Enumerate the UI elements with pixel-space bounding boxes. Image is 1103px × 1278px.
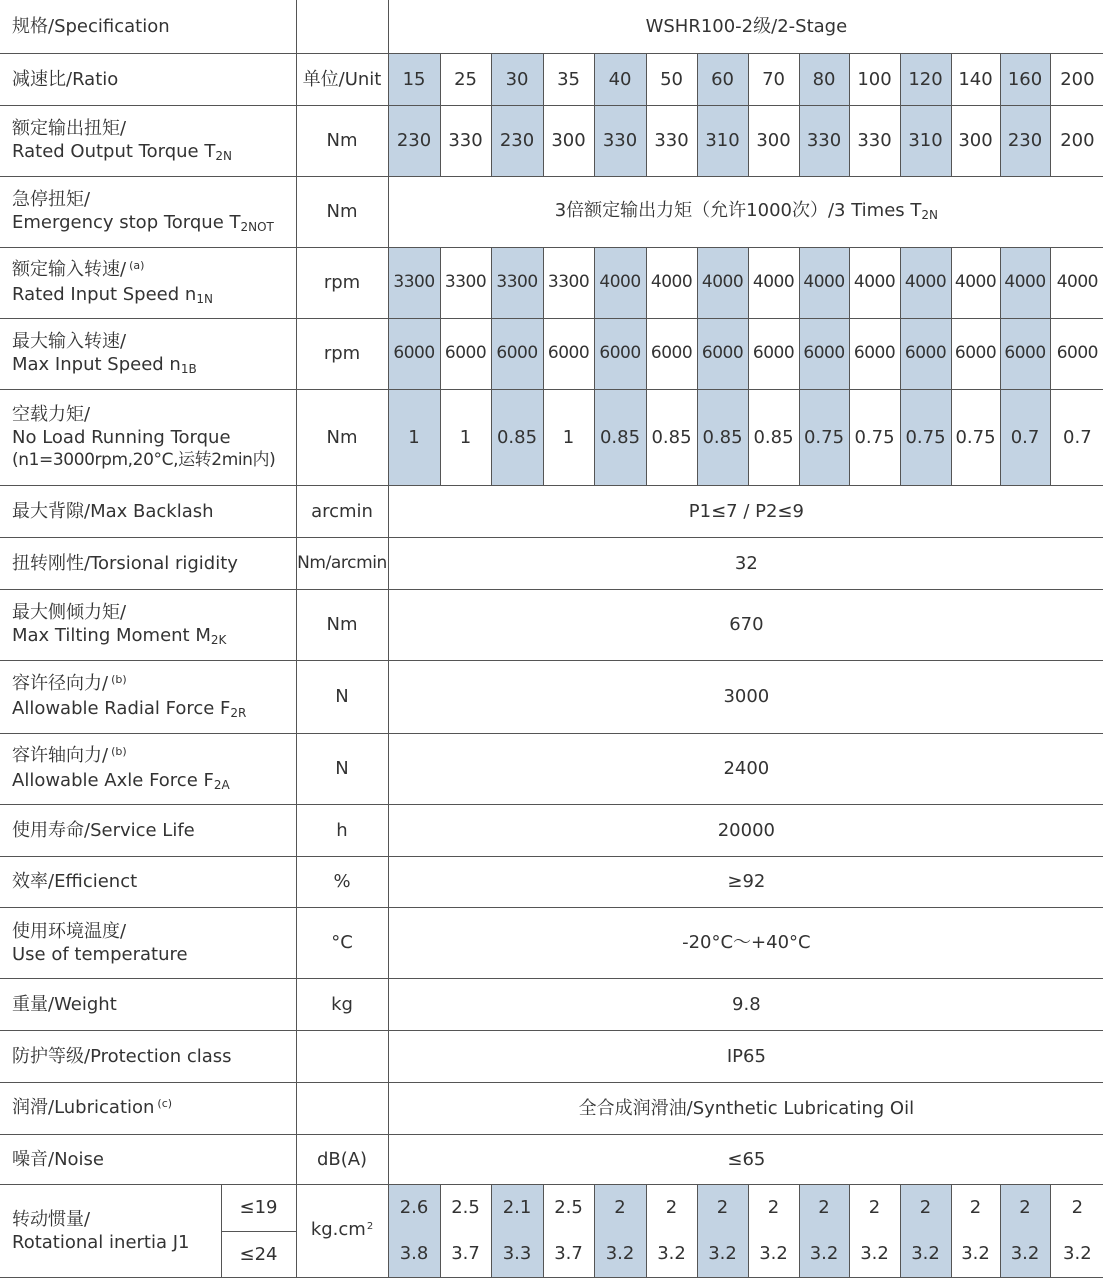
inertia-19-value: 2.5: [440, 1184, 491, 1231]
rated-input-speed-value: 4000: [900, 247, 951, 318]
ratio-value: 15: [388, 53, 440, 105]
noise-unit: dB(A): [296, 1134, 388, 1184]
ratio-value: 140: [951, 53, 1000, 105]
no-load-torque-label-en: No Load Running Torque: [12, 426, 231, 448]
lubrication-label: [0, 1082, 296, 1134]
max-input-speed-value: 6000: [697, 318, 748, 389]
axle-force-label-en: Allowable Axle Force F: [12, 769, 214, 791]
no-load-torque-value: 0.75: [951, 389, 1000, 485]
backlash-label: 最大背隙/Max Backlash: [0, 485, 296, 537]
inertia-24-value: 3.7: [543, 1231, 594, 1277]
weight-unit: kg: [296, 978, 388, 1030]
inertia-19-value: 2.6: [388, 1184, 440, 1231]
row-efficiency: [0, 856, 1103, 907]
row-tilting-moment: [0, 589, 1103, 660]
inertia-19-value: 2: [1050, 1184, 1103, 1231]
max-input-speed-unit: rpm: [296, 318, 388, 389]
row-backlash: [0, 485, 1103, 537]
row-emergency-torque: [0, 176, 1103, 247]
emergency-torque-label: [0, 176, 296, 247]
inertia-19-value: 2: [646, 1184, 697, 1231]
axle-force-value: 2400: [388, 733, 1103, 804]
max-input-speed-sub: 1B: [180, 361, 197, 376]
no-load-torque-value: 0.85: [646, 389, 697, 485]
no-load-torque-value: 0.85: [748, 389, 799, 485]
backlash-value: P1≤7 / P2≤9: [388, 485, 1103, 537]
row-rated-torque: [0, 105, 1103, 176]
no-load-torque-value: 1: [388, 389, 440, 485]
no-load-torque-value: 0.75: [799, 389, 849, 485]
axle-force-sub: 2A: [213, 777, 230, 792]
lubrication-value: 全合成润滑油/Synthetic Lubricating Oil: [388, 1082, 1103, 1134]
max-input-speed-value: 6000: [491, 318, 543, 389]
rated-input-speed-value: 4000: [646, 247, 697, 318]
rigidity-value: 32: [388, 537, 1103, 589]
inertia-19-value: 2: [799, 1184, 849, 1231]
axle-force-label: [0, 733, 296, 804]
inertia-unit-sup: 2: [366, 1220, 374, 1232]
ratio-value: 70: [748, 53, 799, 105]
row-rated-input-speed: [0, 247, 1103, 318]
backlash-unit: arcmin: [296, 485, 388, 537]
inertia-24-value: 3.2: [594, 1231, 646, 1277]
rated-torque-value: 230: [491, 105, 543, 176]
row-lubrication: [0, 1082, 1103, 1134]
inertia-19-value: 2: [1000, 1184, 1050, 1231]
temperature-label: [0, 907, 296, 978]
rated-torque-label-en: Rated Output Torque T: [12, 140, 216, 162]
tilting-value: 670: [388, 589, 1103, 660]
no-load-torque-value: 0.7: [1050, 389, 1103, 485]
row-axle-force: [0, 733, 1103, 804]
rated-torque-value: 230: [1000, 105, 1050, 176]
emergency-torque-unit: Nm: [296, 176, 388, 247]
inertia-24-value: 3.2: [900, 1231, 951, 1277]
inertia-19-value: 2.5: [543, 1184, 594, 1231]
max-input-speed-value: 6000: [951, 318, 1000, 389]
service-life-value: 20000: [388, 804, 1103, 856]
rated-input-speed-value: 3300: [543, 247, 594, 318]
inertia-24-value: 3.2: [849, 1231, 900, 1277]
no-load-torque-value: 1: [440, 389, 491, 485]
inertia-19-value: 2: [748, 1184, 799, 1231]
rated-input-speed-value: 3300: [491, 247, 543, 318]
radial-force-note: (b): [111, 672, 127, 686]
inertia-24-value: 3.2: [646, 1231, 697, 1277]
emergency-torque-sub: 2NOT: [240, 219, 274, 234]
row-protection: [0, 1030, 1103, 1082]
max-input-speed-value: 6000: [388, 318, 440, 389]
emergency-torque-value-text: 3倍额定输出力矩（允许1000次）/3 Times T: [554, 200, 922, 221]
no-load-torque-value: 0.75: [900, 389, 951, 485]
ratio-label: 减速比/Ratio: [0, 53, 296, 105]
service-life-label: 使用寿命/Service Life: [0, 804, 296, 856]
radial-force-label-en: Allowable Radial Force F: [12, 697, 231, 719]
inertia-19-value: 2.1: [491, 1184, 543, 1231]
inertia-unit: [296, 1184, 388, 1277]
rated-input-speed-value: 4000: [697, 247, 748, 318]
rated-torque-value: 310: [900, 105, 951, 176]
no-load-torque-label-cond: (n1=3000rpm,20°C,运转2min内): [12, 449, 276, 470]
rated-input-speed-value: 4000: [849, 247, 900, 318]
max-input-speed-value: 6000: [594, 318, 646, 389]
row-noise: [0, 1134, 1103, 1184]
max-input-speed-value: 6000: [849, 318, 900, 389]
rated-torque-value: 330: [849, 105, 900, 176]
rated-input-speed-value: 4000: [1050, 247, 1103, 318]
inertia-label-cn: 转动惯量/: [12, 1208, 91, 1230]
inertia-label-en: Rotational inertia J1: [12, 1231, 190, 1253]
tilting-sub: 2K: [210, 632, 227, 647]
emergency-torque-value-sub: 2N: [921, 208, 938, 222]
rated-input-speed-value: 4000: [1000, 247, 1050, 318]
ratio-value: 120: [900, 53, 951, 105]
ratio-value: 60: [697, 53, 748, 105]
axle-force-note: (b): [111, 744, 127, 758]
row-ratio: [0, 53, 1103, 105]
lubrication-unit: [296, 1082, 388, 1134]
inertia-24-value: 3.2: [697, 1231, 748, 1277]
inertia-24-value: 3.2: [951, 1231, 1000, 1277]
rated-torque-value: 300: [748, 105, 799, 176]
row-temperature: [0, 907, 1103, 978]
max-input-speed-value: 6000: [1000, 318, 1050, 389]
emergency-torque-value: [388, 176, 1103, 247]
lubrication-note: (c): [157, 1096, 173, 1110]
row-radial-force: [0, 660, 1103, 733]
spec-label: 规格/Specification: [0, 0, 296, 53]
row-no-load-torque: [0, 389, 1103, 485]
rated-torque-value: 330: [594, 105, 646, 176]
inertia-24-value: 3.8: [388, 1231, 440, 1277]
rated-input-speed-label: [0, 247, 296, 318]
ratio-value: 100: [849, 53, 900, 105]
noise-value: ≤65: [388, 1134, 1103, 1184]
inertia-24-value: 3.2: [1000, 1231, 1050, 1277]
inertia-cond-24: ≤24: [221, 1231, 296, 1277]
temperature-unit: °C: [296, 907, 388, 978]
no-load-torque-value: 0.85: [697, 389, 748, 485]
no-load-torque-value: 1: [543, 389, 594, 485]
rated-input-speed-unit: rpm: [296, 247, 388, 318]
efficiency-value: ≥92: [388, 856, 1103, 907]
service-life-unit: h: [296, 804, 388, 856]
rated-input-speed-value: 4000: [799, 247, 849, 318]
max-input-speed-label-cn: 最大输入转速/: [12, 330, 127, 352]
rated-torque-label: [0, 105, 296, 176]
protection-unit: [296, 1030, 388, 1082]
ratio-value: 40: [594, 53, 646, 105]
radial-force-label: [0, 660, 296, 733]
inertia-label: [0, 1184, 221, 1277]
inertia-unit-text: kg.cm: [310, 1218, 366, 1240]
noise-label: 噪音/Noise: [0, 1134, 296, 1184]
ratio-value: 200: [1050, 53, 1103, 105]
efficiency-unit: %: [296, 856, 388, 907]
no-load-torque-label: [0, 389, 296, 485]
rated-torque-value: 330: [440, 105, 491, 176]
emergency-torque-label-cn: 急停扭矩/: [12, 188, 91, 210]
max-input-speed-value: 6000: [646, 318, 697, 389]
radial-force-unit: N: [296, 660, 388, 733]
rated-input-speed-value: 4000: [951, 247, 1000, 318]
tilting-label: [0, 589, 296, 660]
no-load-torque-value: 0.75: [849, 389, 900, 485]
max-input-speed-value: 6000: [900, 318, 951, 389]
efficiency-label: 效率/Efficienct: [0, 856, 296, 907]
rated-input-speed-note: (a): [129, 258, 145, 272]
radial-force-value: 3000: [388, 660, 1103, 733]
row-weight: [0, 978, 1103, 1030]
max-input-speed-value: 6000: [543, 318, 594, 389]
axle-force-unit: N: [296, 733, 388, 804]
rated-torque-value: 300: [543, 105, 594, 176]
max-input-speed-value: 6000: [799, 318, 849, 389]
rated-torque-value: 230: [388, 105, 440, 176]
rated-torque-value: 330: [799, 105, 849, 176]
rated-torque-unit: Nm: [296, 105, 388, 176]
ratio-value: 160: [1000, 53, 1050, 105]
rated-torque-value: 200: [1050, 105, 1103, 176]
rated-torque-value: 330: [646, 105, 697, 176]
no-load-torque-value: 0.85: [594, 389, 646, 485]
inertia-19-value: 2: [900, 1184, 951, 1231]
inertia-24-value: 3.7: [440, 1231, 491, 1277]
rated-input-speed-value: 3300: [440, 247, 491, 318]
no-load-torque-value: 0.7: [1000, 389, 1050, 485]
row-service-life: [0, 804, 1103, 856]
ratio-value: 50: [646, 53, 697, 105]
rated-input-speed-sub: 1N: [196, 291, 213, 306]
rated-input-speed-value: 4000: [594, 247, 646, 318]
row-inertia-19: [0, 1184, 1103, 1231]
row-max-input-speed: [0, 318, 1103, 389]
rated-input-speed-label-en: Rated Input Speed n: [12, 283, 197, 305]
spec-model: WSHR100-2级/2-Stage: [388, 0, 1103, 53]
inertia-19-value: 2: [951, 1184, 1000, 1231]
temperature-value: -20°C～+40°C: [388, 907, 1103, 978]
rated-torque-value: 310: [697, 105, 748, 176]
protection-value: IP65: [388, 1030, 1103, 1082]
ratio-value: 35: [543, 53, 594, 105]
ratio-value: 30: [491, 53, 543, 105]
inertia-24-value: 3.2: [1050, 1231, 1103, 1277]
tilting-unit: Nm: [296, 589, 388, 660]
spec-blank-unit: [296, 0, 388, 53]
no-load-torque-label-cn: 空载力矩/: [12, 403, 91, 425]
radial-force-label-cn: 容许径向力/: [12, 672, 109, 694]
radial-force-sub: 2R: [230, 705, 247, 720]
rated-input-speed-value: 3300: [388, 247, 440, 318]
max-input-speed-value: 6000: [748, 318, 799, 389]
rated-torque-value: 300: [951, 105, 1000, 176]
max-input-speed-label: [0, 318, 296, 389]
ratio-value: 25: [440, 53, 491, 105]
ratio-value: 80: [799, 53, 849, 105]
no-load-torque-unit: Nm: [296, 389, 388, 485]
rated-input-speed-value: 4000: [748, 247, 799, 318]
inertia-24-value: 3.2: [748, 1231, 799, 1277]
temperature-label-cn: 使用环境温度/: [12, 920, 127, 942]
inertia-24-value: 3.2: [799, 1231, 849, 1277]
lubrication-label-text: 润滑/Lubrication: [12, 1096, 155, 1118]
inertia-19-value: 2: [594, 1184, 646, 1231]
rated-input-speed-label-cn: 额定输入转速/: [12, 258, 127, 280]
emergency-torque-label-en: Emergency stop Torque T: [12, 211, 241, 233]
inertia-19-value: 2: [697, 1184, 748, 1231]
protection-label: 防护等级/Protection class: [0, 1030, 296, 1082]
weight-label: 重量/Weight: [0, 978, 296, 1030]
inertia-24-value: 3.3: [491, 1231, 543, 1277]
ratio-unit: 单位/Unit: [296, 53, 388, 105]
tilting-label-cn: 最大侧倾力矩/: [12, 601, 127, 623]
max-input-speed-value: 6000: [1050, 318, 1103, 389]
rated-torque-label-cn: 额定输出扭矩/: [12, 117, 127, 139]
max-input-speed-value: 6000: [440, 318, 491, 389]
no-load-torque-value: 0.85: [491, 389, 543, 485]
weight-value: 9.8: [388, 978, 1103, 1030]
axle-force-label-cn: 容许轴向力/: [12, 744, 109, 766]
rigidity-label: 扭转刚性/Torsional rigidity: [0, 537, 296, 589]
temperature-label-en: Use of temperature: [12, 943, 188, 965]
rigidity-unit: Nm/arcmin: [296, 537, 388, 589]
inertia-cond-19: ≤19: [221, 1184, 296, 1231]
rated-torque-sub: 2N: [215, 148, 232, 163]
row-rigidity: [0, 537, 1103, 589]
inertia-19-value: 2: [849, 1184, 900, 1231]
row-specification: [0, 0, 1103, 53]
tilting-label-en: Max Tilting Moment M: [12, 624, 211, 646]
max-input-speed-label-en: Max Input Speed n: [12, 353, 181, 375]
